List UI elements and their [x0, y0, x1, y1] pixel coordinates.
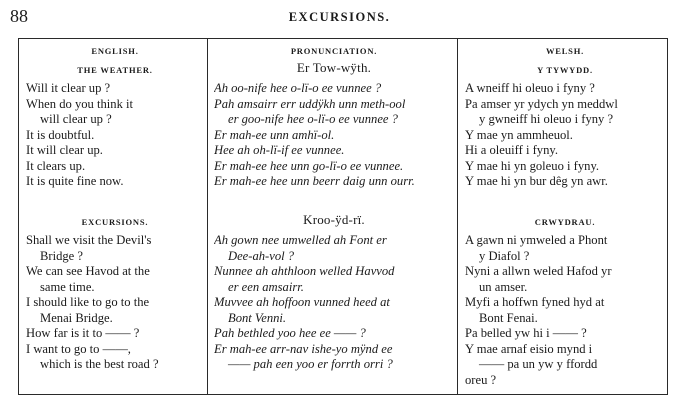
phrase-line: Pah bethled yoo hee ee —— ?: [214, 326, 366, 340]
phrase-line: Will it clear up ?: [26, 81, 111, 95]
phrase-line: same time.: [40, 279, 95, 294]
phrase-line: Pah amsairr err uddÿkh unn meth-ool: [214, 96, 406, 111]
phrase-line: Pa belled yw hi i —— ?: [465, 326, 587, 340]
phrase-line: Hi a oleuiff i fyny.: [465, 143, 559, 157]
excursion-phrases-english: [26, 233, 204, 373]
phrase-line: which is the best road ?: [40, 357, 159, 371]
phrase-line: will clear up ?: [40, 112, 112, 126]
phrase-line: It is doubtful.: [26, 127, 95, 142]
phrase-line: er goo-nife hee o-lï-o ee vunnee ?: [228, 112, 398, 126]
phrase-line: Ah oo-nife hee o-lï-o ee vunnee ?: [214, 81, 382, 95]
phrase-line: Y mae hi yn goleuo i fyny.: [465, 158, 600, 173]
phrase-line: Y mae arnaf eisio mynd i: [465, 341, 593, 356]
phrase-line: A wneiff hi oleuo i fyny ?: [465, 81, 595, 95]
phrase-line: Bridge ?: [40, 248, 84, 263]
phrase-line: oreu ?: [465, 372, 497, 387]
phrase-line: Muvvee ah hoffoon vunned heed at: [214, 295, 390, 309]
section-title-weather-welsh: Y TYWYDD.: [537, 65, 593, 75]
weather-phrases-pronunciation: [214, 81, 454, 190]
phrase-line: Nyni a allwn weled Hafod yr: [465, 264, 612, 278]
section-title-excursions-pronunciation: Kroo-ÿd-rï.: [303, 212, 365, 227]
phrase-line: It will clear up.: [26, 143, 103, 157]
phrase-line: —— pah een yoo er forrth orri ?: [228, 357, 393, 371]
phrase-line: I want to go to ——,: [26, 341, 131, 356]
excursion-phrases-pronunciation: [214, 233, 454, 373]
phrase-line: When do you think it: [26, 96, 134, 111]
phrase-line: Er mah-ee arr-nav ishe-yo mÿnd ee: [214, 341, 393, 356]
phrase-line: We can see Havod at the: [26, 264, 150, 278]
phrase-line: Er mah-ee hee unn beerr daig unn ourr.: [214, 174, 415, 188]
phrase-line: A gawn ni ymweled a Phont: [465, 233, 608, 247]
phrase-line: I should like to go to the: [26, 295, 150, 309]
page-number: 88: [10, 6, 28, 26]
phrase-line: Shall we visit the Devil's: [26, 233, 152, 247]
column-divider: [457, 39, 458, 394]
phrase-line: It clears up.: [26, 158, 86, 173]
phrase-line: Dee-ah-vol ?: [228, 248, 295, 263]
phrase-line: Hee ah oh-lï-if ee vunnee.: [214, 143, 345, 157]
column-header-pronunciation: PRONUNCIATION.: [290, 46, 378, 56]
phrase-line: Myfi a hoffwn fyned hyd at: [465, 295, 605, 309]
phrase-line: Ah gown nee umwelled ah Font er: [214, 233, 387, 247]
column-header-english: ENGLISH.: [91, 46, 139, 56]
phrase-line: un amser.: [479, 279, 528, 294]
phrase-line: —— pa un yw y ffordd: [479, 357, 598, 371]
section-title-excursions-english: EXCURSIONS.: [81, 217, 149, 227]
section-title-weather-pronunciation: Er Tow-wÿth.: [296, 60, 372, 75]
phrase-line: Pa amser yr ydych yn meddwl: [465, 96, 618, 111]
phrase-line: How far is it to —— ?: [26, 326, 140, 340]
section-title-weather-english: THE WEATHER.: [77, 65, 153, 75]
running-head: EXCURSIONS.: [288, 10, 391, 24]
phrase-line: Bont Fenai.: [479, 310, 538, 325]
phrase-line: y gwneiff hi oleuo i fyny ?: [479, 112, 614, 126]
phrasebook-table: [18, 38, 668, 395]
phrase-line: It is quite fine now.: [26, 174, 124, 188]
phrase-line: Bont Venni.: [228, 310, 287, 325]
phrase-line: er een amsairr.: [228, 279, 304, 294]
column-header-welsh: WELSH.: [545, 46, 585, 56]
weather-phrases-welsh: [465, 81, 665, 190]
excursion-phrases-welsh: [465, 233, 665, 388]
phrase-line: y Diafol ?: [479, 248, 530, 263]
section-title-excursions-welsh: CRWYDRAU.: [534, 217, 596, 227]
phrase-line: Y mae yn ammheuol.: [465, 127, 573, 142]
phrase-line: Er mah-ee hee unn go-lï-o ee vunnee.: [214, 158, 404, 173]
phrase-line: Nunnee ah ahthloon welled Havvod: [214, 264, 395, 278]
weather-phrases-english: [26, 81, 204, 190]
phrase-line: Y mae hi yn bur dêg yn awr.: [465, 174, 608, 188]
column-divider: [207, 39, 208, 394]
phrase-line: Menai Bridge.: [40, 310, 113, 325]
phrase-line: Er mah-ee unn amhï-ol.: [214, 127, 335, 142]
